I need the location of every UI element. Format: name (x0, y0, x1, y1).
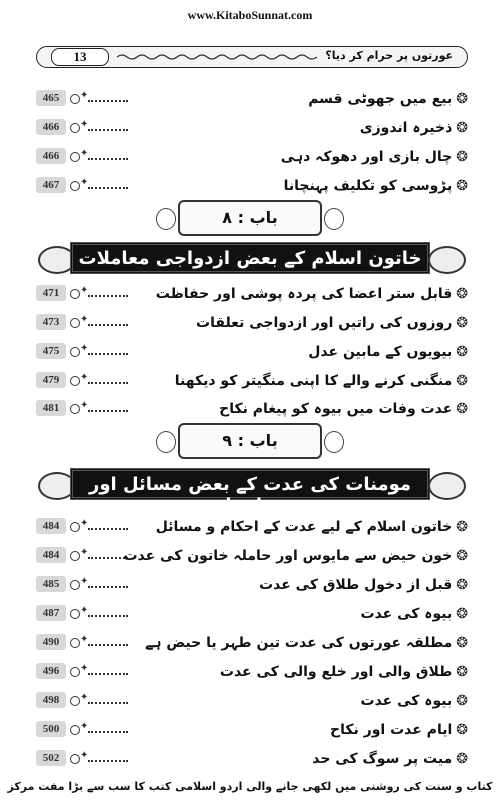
leader-dots (88, 673, 128, 675)
entry-title: بیوہ کی عدت (360, 693, 453, 709)
chapter-number: باب : ۸ (222, 208, 278, 227)
ring-icon (70, 667, 80, 677)
ring-icon (70, 181, 80, 191)
entry-title: مطلقہ عورتوں کی عدت تین طہر یا حیض ہے (145, 635, 453, 651)
ring-icon (70, 522, 80, 532)
toc-entry[interactable] (36, 748, 468, 770)
toc-entry[interactable] (36, 283, 468, 305)
page-ref: 481 (36, 400, 66, 416)
star-icon: ✦ (80, 148, 89, 159)
ornament-icon (156, 208, 176, 230)
star-icon: ✦ (80, 750, 89, 761)
bullet-icon: ❂ (456, 577, 468, 593)
star-icon: ✦ (80, 547, 89, 558)
leader-dots (88, 731, 128, 733)
star-icon: ✦ (80, 314, 89, 325)
wave-ornament-icon (117, 53, 317, 61)
ring-icon (70, 580, 80, 590)
star-icon: ✦ (80, 90, 89, 101)
leader-dots (88, 382, 128, 384)
toc-entry[interactable] (36, 632, 468, 654)
toc-entry[interactable] (36, 312, 468, 334)
bullet-icon: ❂ (456, 286, 468, 302)
entry-title: میت پر سوگ کی حد (312, 751, 453, 767)
star-icon: ✦ (80, 372, 89, 383)
ring-icon (70, 725, 80, 735)
page-ref: 484 (36, 518, 66, 534)
leader-dots (88, 295, 128, 297)
page-ref: 473 (36, 314, 66, 330)
leader-dots (88, 410, 128, 412)
ring-icon (70, 347, 80, 357)
entry-title: منگنی کرنے والے کا اپنی منگیتر کو دیکھنا (174, 373, 453, 389)
chapter-ornament-icon (428, 246, 466, 274)
chapter-ornament-icon (428, 472, 466, 500)
page-ref: 498 (36, 692, 66, 708)
bullet-icon: ❂ (456, 664, 468, 680)
chapter-number: باب : ۹ (222, 431, 278, 450)
toc-entry[interactable] (36, 341, 468, 363)
ring-icon (70, 152, 80, 162)
star-icon: ✦ (80, 663, 89, 674)
star-icon: ✦ (80, 576, 89, 587)
bullet-icon: ❂ (456, 149, 468, 165)
toc-entry[interactable] (36, 117, 468, 139)
page-ref: 475 (36, 343, 66, 359)
entry-title: قابل ستر اعضا کی پردہ پوشی اور حفاظت (155, 286, 453, 302)
page-ref: 496 (36, 663, 66, 679)
entry-title: بیوہ کی عدت (360, 606, 453, 622)
star-icon: ✦ (80, 692, 89, 703)
leader-dots (88, 129, 128, 131)
entry-title: ایام عدت اور نکاح (330, 722, 453, 738)
bullet-icon: ❂ (456, 751, 468, 767)
entry-title: بیویوں کے مابین عدل (308, 344, 453, 360)
bullet-icon: ❂ (456, 91, 468, 107)
bullet-icon: ❂ (456, 548, 468, 564)
bullet-icon: ❂ (456, 401, 468, 417)
page-ref: 485 (36, 576, 66, 592)
running-header (36, 46, 468, 68)
star-icon: ✦ (80, 634, 89, 645)
bullet-icon: ❂ (456, 178, 468, 194)
page-ref: 490 (36, 634, 66, 650)
star-icon: ✦ (80, 285, 89, 296)
ring-icon (70, 404, 80, 414)
toc-entry[interactable] (36, 88, 468, 110)
toc-entry[interactable] (36, 690, 468, 712)
star-icon: ✦ (80, 343, 89, 354)
entry-title: قبل از دخول طلاق کی عدت (259, 577, 453, 593)
toc-entry[interactable] (36, 661, 468, 683)
chapter-number-box (178, 200, 322, 236)
star-icon: ✦ (80, 177, 89, 188)
leader-dots (88, 324, 128, 326)
entry-title: عدت وفات میں بیوہ کو پیغام نکاح (219, 401, 453, 417)
entry-title: خون حیض سے مایوس اور حاملہ خاتون کی عدت (123, 548, 453, 564)
page-ref: 479 (36, 372, 66, 388)
page-ref: 500 (36, 721, 66, 737)
leader-dots (88, 586, 128, 588)
chapter-title-banner[interactable] (70, 468, 430, 516)
star-icon: ✦ (80, 400, 89, 411)
bullet-icon: ❂ (456, 344, 468, 360)
chapter-title: خاتون اسلام کے بعض ازدواجی معاملات (78, 248, 422, 269)
page-ref: 471 (36, 285, 66, 301)
leader-dots (88, 615, 128, 617)
toc-entry[interactable] (36, 603, 468, 625)
bullet-icon: ❂ (456, 606, 468, 622)
entry-title: پڑوسی کو تکلیف پہنچانا (283, 178, 453, 194)
toc-entry[interactable] (36, 516, 468, 538)
ring-icon (70, 94, 80, 104)
bullet-icon: ❂ (456, 693, 468, 709)
page-ref: 502 (36, 750, 66, 766)
ring-icon (70, 551, 80, 561)
toc-entry[interactable] (36, 175, 468, 197)
toc-entry[interactable] (36, 146, 468, 168)
chapter-title: مومنات کی عدت کے بعض مسائل اور محرمات ابدیہ (88, 474, 412, 516)
entry-title: چال بازی اور دھوکہ دہی (280, 149, 453, 165)
star-icon: ✦ (80, 721, 89, 732)
ring-icon (70, 609, 80, 619)
page-number: 13 (51, 48, 109, 66)
toc-entry[interactable] (36, 370, 468, 392)
entry-title: خاتون اسلام کے لیے عدت کے احکام و مسائل (155, 519, 453, 535)
ornament-icon (324, 431, 344, 453)
entry-title: بیع میں جھوٹی قسم (308, 91, 453, 107)
leader-dots (88, 353, 128, 355)
ring-icon (70, 376, 80, 386)
ring-icon (70, 638, 80, 648)
leader-dots (88, 557, 128, 559)
ring-icon (70, 696, 80, 706)
star-icon: ✦ (80, 119, 89, 130)
star-icon: ✦ (80, 605, 89, 616)
ring-icon (70, 123, 80, 133)
bullet-icon: ❂ (456, 519, 468, 535)
leader-dots (88, 528, 128, 530)
leader-dots (88, 100, 128, 102)
ornament-icon (156, 431, 176, 453)
bullet-icon: ❂ (456, 373, 468, 389)
page-ref: 487 (36, 605, 66, 621)
leader-dots (88, 158, 128, 160)
ring-icon (70, 754, 80, 764)
site-url[interactable]: www.KitaboSunnat.com (187, 8, 313, 22)
bullet-icon: ❂ (456, 722, 468, 738)
ornament-icon (324, 208, 344, 230)
leader-dots (88, 702, 128, 704)
star-icon: ✦ (80, 518, 89, 529)
page-ref: 467 (36, 177, 66, 193)
entry-title: طلاق والی اور خلع والی کی عدت (219, 664, 453, 680)
footer-banner: کتاب و سنت کی روشنی میں لکھی جانے والی اردو اسلامی کتب کا سب سے بڑا مفت مرکز (7, 780, 493, 793)
page-ref: 465 (36, 90, 66, 106)
bullet-icon: ❂ (456, 635, 468, 651)
chapter-number-box (178, 423, 322, 459)
leader-dots (88, 187, 128, 189)
bullet-icon: ❂ (456, 120, 468, 136)
entry-title: ذخیرہ اندوزی (359, 120, 453, 136)
ring-icon (70, 318, 80, 328)
toc-entry[interactable] (36, 545, 468, 567)
toc-entry[interactable] (36, 719, 468, 741)
page-ref: 484 (36, 547, 66, 563)
running-title: عورتوں پر حرام کر دیا؟ (325, 49, 453, 62)
leader-dots (88, 760, 128, 762)
chapter-title-banner[interactable] (70, 242, 430, 274)
bullet-icon: ❂ (456, 315, 468, 331)
toc-entry[interactable] (36, 574, 468, 596)
page-ref: 466 (36, 119, 66, 135)
leader-dots (88, 644, 128, 646)
page-ref: 466 (36, 148, 66, 164)
entry-title: روزوں کی راتیں اور ازدواجی تعلقات (196, 315, 453, 331)
ring-icon (70, 289, 80, 299)
toc-entry[interactable] (36, 398, 468, 420)
